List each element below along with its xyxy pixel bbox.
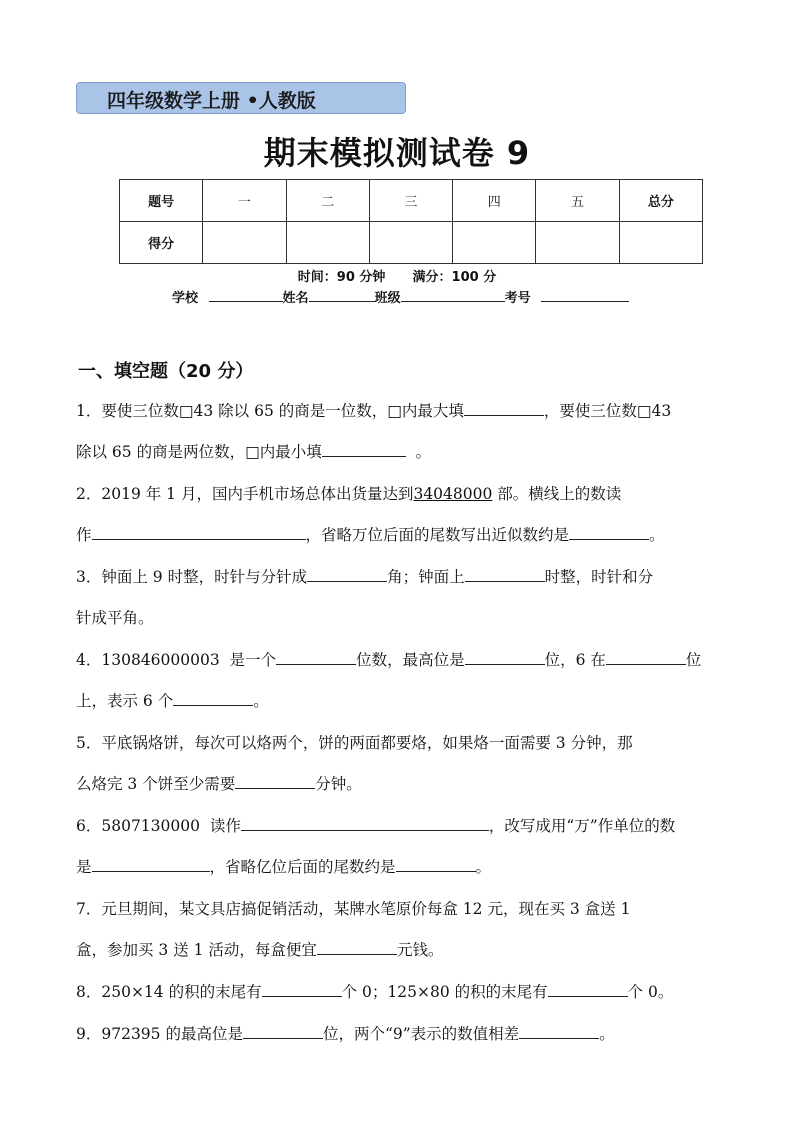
score-cell-4[interactable] [453,222,536,264]
q1-text-b: ，要使三位数□43 [543,402,672,420]
question-4 [76,640,744,722]
name-field[interactable] [309,287,375,302]
q2-text-a: 2．2019 年 1 月，国内手机市场总体出货量达到 [76,485,414,503]
q4-text-e: 上，表示 6 个 [76,692,174,710]
q6-text-a: 6．5807130000 读作 [76,817,241,835]
q4-blank-3[interactable] [606,649,686,665]
question-8 [76,972,744,1013]
question-1 [76,391,744,473]
section-title: 一、填空题（20 分） [78,361,254,382]
q6-text-b: ，改写成用“万”作单位的数 [488,817,676,835]
q4-text-c: 位，6 在 [544,651,606,669]
score-cell-2[interactable] [286,222,369,264]
q8-text-a: 8．250×14 的积的末尾有 [76,983,262,1001]
grade-tag-text: 四年级数学上册 •人教版 [107,90,316,112]
class-field[interactable] [401,287,505,302]
q3-blank-2[interactable] [465,566,545,582]
q8-text-c: 个 0。 [627,983,674,1001]
col-3: 三 [369,180,452,222]
col-label: 题号 [120,180,203,222]
class-label: 班级 [374,291,401,306]
q4-text-f: 。 [253,692,269,710]
q7-text-b: 盒，参加买 3 送 1 活动，每盒便宜 [76,941,317,959]
q4-blank-1[interactable] [276,649,356,665]
score-label: 得分 [120,222,203,264]
col-4: 四 [453,180,536,222]
q6-blank-2[interactable] [92,856,210,872]
name-label: 姓名 [282,291,309,306]
score-cell-1[interactable] [203,222,286,264]
score-cell-3[interactable] [369,222,452,264]
q9-text-c: 。 [599,1025,615,1043]
q3-text-a: 3．钟面上 9 时整，时针与分针成 [76,568,308,586]
score-table-score-row [120,222,703,264]
q4-text-b: 位数，最高位是 [356,651,465,669]
score-cell-total[interactable] [619,222,702,264]
score-cell-5[interactable] [536,222,619,264]
q9-text-b: 位，两个“9”表示的数值相差 [322,1025,520,1043]
school-field[interactable] [209,287,283,302]
q7-text-a: 7．元旦期间，某文具店搞促销活动，某牌水笔原价每盒 12 元，现在买 3 盒送 1 [76,900,631,918]
q6-blank-1[interactable] [241,815,489,831]
col-1: 一 [203,180,286,222]
student-info-line [172,287,629,306]
q6-blank-3[interactable] [396,856,476,872]
q4-blank-4[interactable] [173,690,253,706]
q1-text-d: 。 [405,443,432,461]
q1-text-a: 1．要使三位数□43 除以 65 的商是一位数，□内最大填 [76,402,464,420]
question-6 [76,806,744,888]
exam-time-info: 时间：90 分钟 满分：100 分 [297,270,497,285]
q2-text-d: ，省略万位后面的尾数写出近似数约是 [305,526,570,544]
q2-text-e: 。 [649,526,665,544]
q2-blank-2[interactable] [569,524,649,540]
q2-text-c: 作 [76,526,92,544]
question-5 [76,723,744,805]
q5-text-a: 5．平底锅烙饼，每次可以烙两个，饼的两面都要烙，如果烙一面需要 3 分钟，那 [76,734,633,752]
q8-text-b: 个 0；125×80 的积的末尾有 [341,983,548,1001]
question-3 [76,557,744,639]
q1-blank-1[interactable] [464,400,544,416]
exam-no-field[interactable] [541,287,629,302]
q8-blank-2[interactable] [548,981,628,997]
q4-text-a: 4．130846000003 是一个 [76,651,277,669]
q1-text-c: 除以 65 的商是两位数，□内最小填 [76,443,322,461]
col-5: 五 [536,180,619,222]
page-title: 期末模拟测试卷 9 [263,134,531,172]
question-9 [76,1014,744,1055]
q5-blank-1[interactable] [235,773,315,789]
school-label: 学校 [172,291,199,306]
score-table-header-row [120,180,703,222]
exam-no-label: 考号 [504,291,531,306]
question-2 [76,474,744,556]
q9-blank-2[interactable] [519,1023,599,1039]
q8-blank-1[interactable] [262,981,342,997]
q7-text-c: 元钱。 [396,941,444,959]
q7-blank-1[interactable] [317,939,397,955]
q9-text-a: 9．972395 的最高位是 [76,1025,243,1043]
q6-text-d: ，省略亿位后面的尾数约是 [209,858,396,876]
q6-text-e: 。 [475,858,492,876]
q6-text-c: 是 [76,858,92,876]
q3-text-c: 时整，时针和分 [544,568,654,586]
q5-text-b: 么烙完 3 个饼至少需要 [76,775,236,793]
q5-text-c: 分钟。 [315,775,362,793]
q3-blank-1[interactable] [307,566,387,582]
q9-blank-1[interactable] [243,1023,323,1039]
q2-blank-1[interactable] [92,524,306,540]
q2-underlined-number: 34048000 [413,485,493,503]
grade-tag [76,82,406,114]
q4-text-d: 位 [685,651,702,669]
q2-text-b: 部。横线上的数读 [492,485,622,503]
q4-blank-2[interactable] [465,649,545,665]
question-7 [76,889,744,971]
score-table [119,179,703,264]
q1-blank-2[interactable] [322,441,406,457]
q3-text-b: 角；钟面上 [387,568,465,586]
col-total: 总分 [619,180,702,222]
q3-text-d: 针成平角。 [76,609,154,627]
col-2: 二 [286,180,369,222]
